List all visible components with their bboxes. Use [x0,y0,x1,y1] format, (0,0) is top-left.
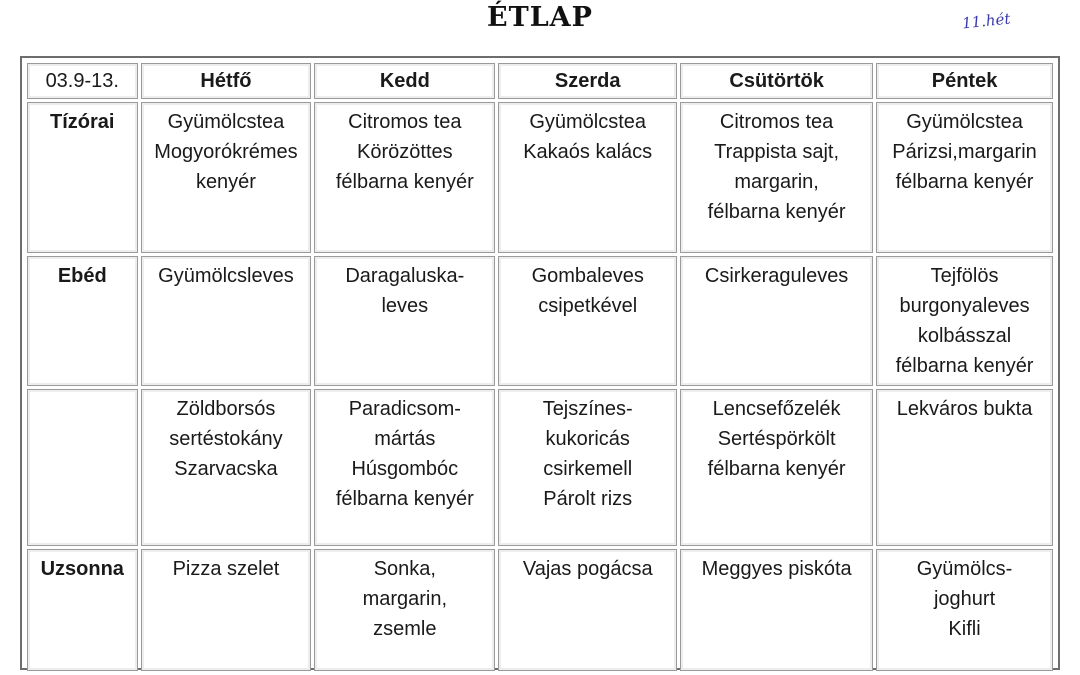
page-title: ÉTLAP [487,2,593,33]
menu-cell [876,549,1053,671]
menu-item-line: Gyümölcsleves [158,265,294,287]
day-header: Péntek [876,63,1053,99]
menu-item-line: Gyümölcs- [916,558,1013,580]
menu-cell [498,256,677,386]
menu-frame [20,56,1060,670]
menu-item-line: Körözöttes [357,141,453,163]
menu-item-line: Gyümölcstea [906,111,1023,133]
menu-item-line: Gombaleves [531,265,644,287]
menu-item-line: Pizza szelet [172,558,280,580]
menu-item-line: Citromos tea [719,111,834,133]
meal-label [27,389,138,546]
menu-item-line: Meggyes piskóta [701,558,852,580]
menu-cell [680,389,873,546]
menu-item-line: Daragaluska- [345,265,465,287]
handwritten-week-note: 11.hét [961,9,1012,33]
meal-label: Uzsonna [27,549,138,671]
menu-cell [141,389,312,546]
menu-cell [141,102,312,253]
header-row [27,63,1053,99]
menu-cell [680,549,873,671]
menu-item-line: Trappista sajt, [714,141,840,163]
meal-row [27,256,1053,386]
menu-cell [314,389,495,546]
menu-item-line: Kifli [948,618,981,640]
menu-item-line: Vajas pogácsa [522,558,653,580]
day-header: Szerda [498,63,677,99]
menu-item-line: félbarna kenyér [707,201,846,223]
menu-cell [876,256,1053,386]
menu-item-line: kukoricás [545,428,630,450]
menu-item-line: félbarna kenyér [707,458,846,480]
menu-item-line: Szarvacska [174,458,278,480]
meal-row [27,549,1053,671]
menu-item-line: mártás [374,428,436,450]
menu-cell [314,256,495,386]
menu-table [24,60,1056,674]
menu-item-line: félbarna kenyér [895,171,1034,193]
menu-item-line: Tejfölös [930,265,999,287]
menu-item-line: Tejszínes- [542,398,633,420]
menu-item-line: burgonyaleves [899,295,1030,317]
menu-item-line: Párolt rizs [543,488,633,510]
menu-item-line: kenyér [195,171,256,193]
menu-item-line: Lekváros bukta [896,398,1033,420]
menu-cell [498,549,677,671]
menu-item-line: Gyümölcstea [167,111,285,133]
menu-item-line: félbarna kenyér [335,488,474,510]
meal-label: Tízórai [27,102,138,253]
day-header: Hétfő [141,63,312,99]
menu-item-line: leves [381,295,429,317]
meal-row [27,389,1053,546]
menu-cell [498,389,677,546]
menu-item-line: Csirkeraguleves [704,265,849,287]
day-header: Kedd [314,63,495,99]
menu-item-line: csipetkével [538,295,638,317]
menu-item-line: joghurt [933,588,996,610]
menu-item-line: margarin, [734,171,819,193]
meal-label: Ebéd [27,256,138,386]
menu-item-line: zsemle [373,618,437,640]
menu-item-line: Lencsefőzelék [712,398,841,420]
menu-item-line: sertéstokány [169,428,283,450]
menu-item-line: kolbásszal [917,325,1012,347]
meal-row [27,102,1053,253]
menu-item-line: Citromos tea [348,111,462,133]
menu-item-line: csirkemell [543,458,633,480]
menu-item-line: Zöldborsós [176,398,276,420]
menu-item-line: Mogyorókrémes [154,141,298,163]
menu-item-line: Párizsi,margarin [892,141,1037,163]
menu-cell [876,389,1053,546]
menu-cell [141,256,312,386]
menu-cell [141,549,312,671]
menu-item-line: Kakaós kalács [523,141,653,163]
menu-item-line: Sertéspörkölt [717,428,836,450]
menu-item-line: Gyümölcstea [529,111,647,133]
menu-cell [680,102,873,253]
menu-item-line: félbarna kenyér [335,171,474,193]
menu-item-line: félbarna kenyér [895,355,1034,377]
menu-cell [314,549,495,671]
day-header: Csütörtök [680,63,873,99]
menu-item-line: Paradicsom- [348,398,461,420]
menu-cell [498,102,677,253]
menu-cell [876,102,1053,253]
menu-item-line: Húsgombóc [351,458,459,480]
menu-cell [314,102,495,253]
menu-item-line: Sonka, [373,558,436,580]
menu-item-line: margarin, [362,588,448,610]
menu-cell [680,256,873,386]
week-range: 03.9-13. [27,63,138,99]
